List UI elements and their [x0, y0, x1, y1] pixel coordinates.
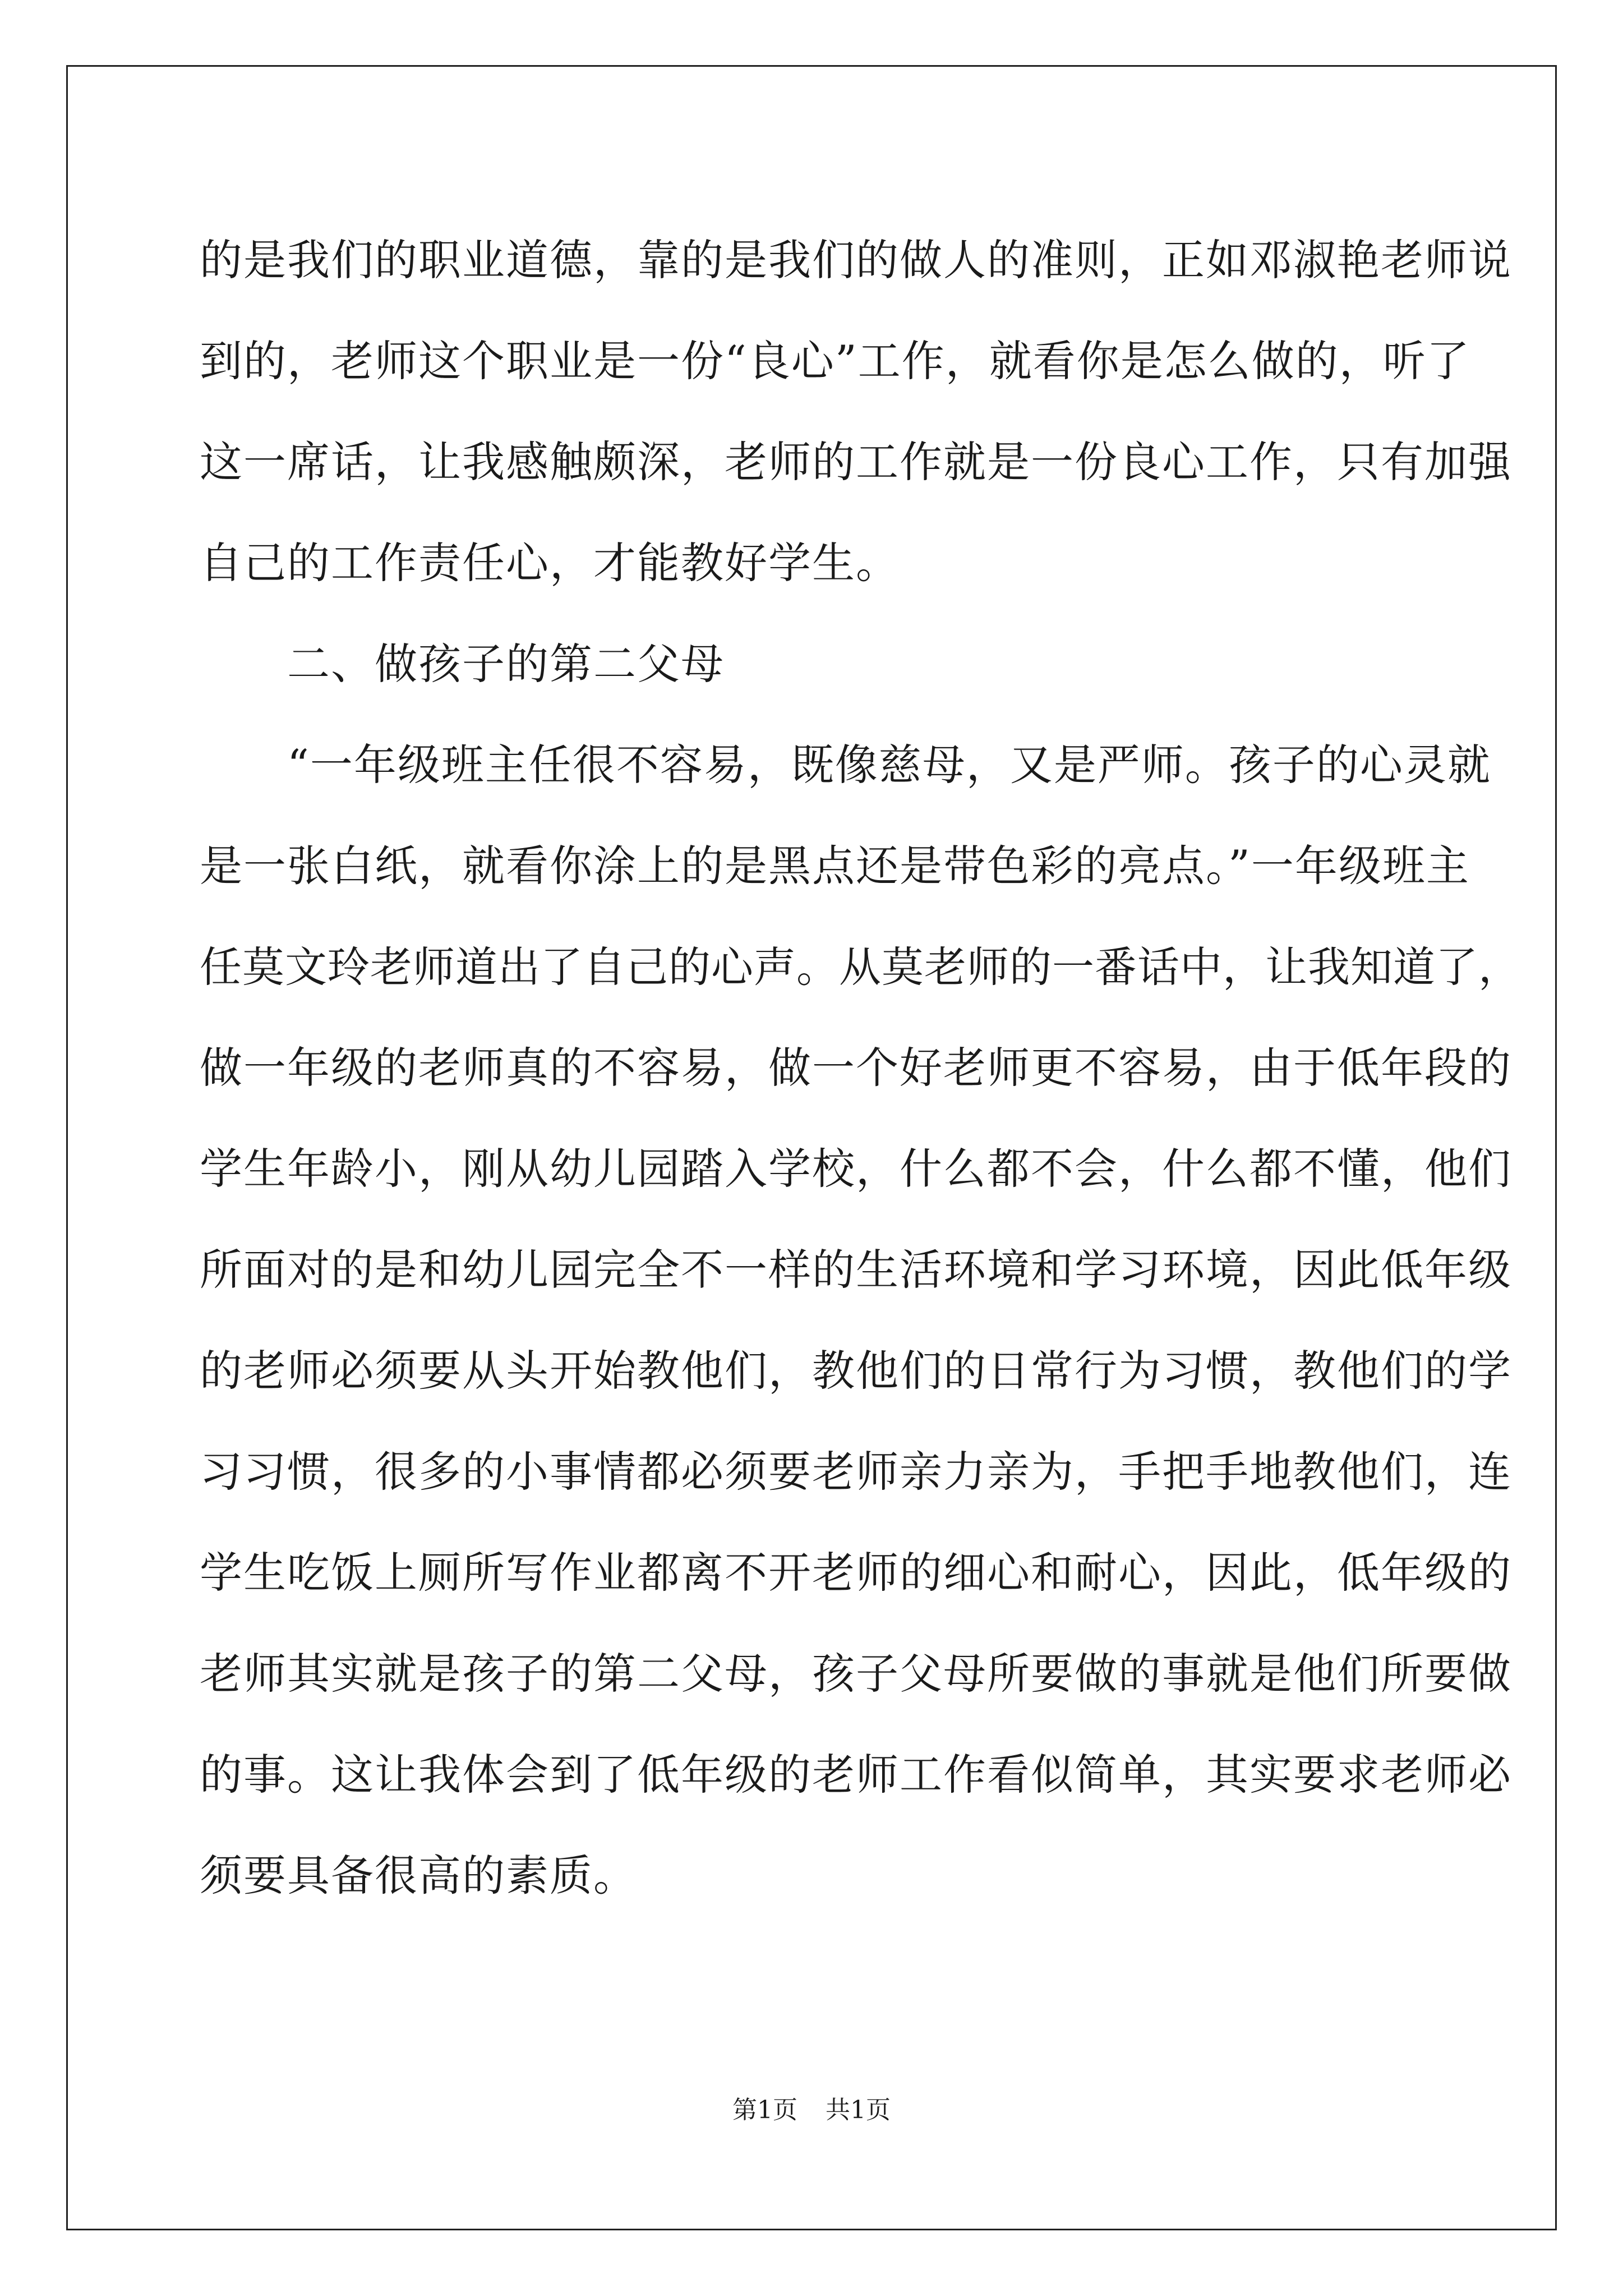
text-line-11: 所面对的是和幼儿园完全不一样的生活环境和学习环境，因此低年级	[200, 1245, 1512, 1295]
text-line-3: 这一席话，让我感触颇深，老师的工作就是一份良心工作，只有加强	[200, 437, 1512, 487]
text-line-10: 学生年龄小，刚从幼儿园踏入学校，什么都不会，什么都不懂，他们	[200, 1144, 1512, 1194]
text-line-4: 自己的工作责任心，才能教好学生。	[200, 538, 900, 588]
text-line-12: 的老师必须要从头开始教他们，教他们的日常行为习惯，教他们的学	[200, 1346, 1512, 1396]
page-number-total: 共1页	[826, 2096, 891, 2124]
section-heading: 二、做孩子的第二父母	[287, 639, 725, 689]
text-line-6: “一年级班主任很不容易，既像慈母，又是严师。孩子的心灵就	[287, 740, 1491, 790]
document-body	[200, 210, 1521, 1926]
text-line-7: 是一张白纸，就看你涂上的是黑点还是带色彩的亮点。”一年级班主	[200, 841, 1470, 891]
text-line-8: 任莫文玲老师道出了自己的心声。从莫老师的一番话中，让我知道了，	[200, 942, 1521, 992]
text-line-17: 须要具备很高的素质。	[200, 1851, 637, 1901]
text-line-2: 到的，老师这个职业是一份“良心”工作，就看你是怎么做的，听了	[200, 336, 1470, 386]
text-line-1: 的是我们的职业道德，靠的是我们的做人的准则，正如邓淑艳老师说	[200, 235, 1512, 285]
text-line-14: 学生吃饭上厕所写作业都离不开老师的细心和耐心，因此，低年级的	[200, 1548, 1512, 1598]
text-line-15: 老师其实就是孩子的第二父母，孩子父母所要做的事就是他们所要做	[200, 1649, 1512, 1699]
page-footer	[0, 2093, 1623, 2127]
text-line-13: 习习惯，很多的小事情都必须要老师亲力亲为，手把手地教他们，连	[200, 1447, 1512, 1497]
text-line-16: 的事。这让我体会到了低年级的老师工作看似简单，其实要求老师必	[200, 1750, 1512, 1800]
text-line-9: 做一年级的老师真的不容易，做一个好老师更不容易，由于低年段的	[200, 1043, 1512, 1093]
page-number-current: 第1页	[732, 2096, 797, 2124]
